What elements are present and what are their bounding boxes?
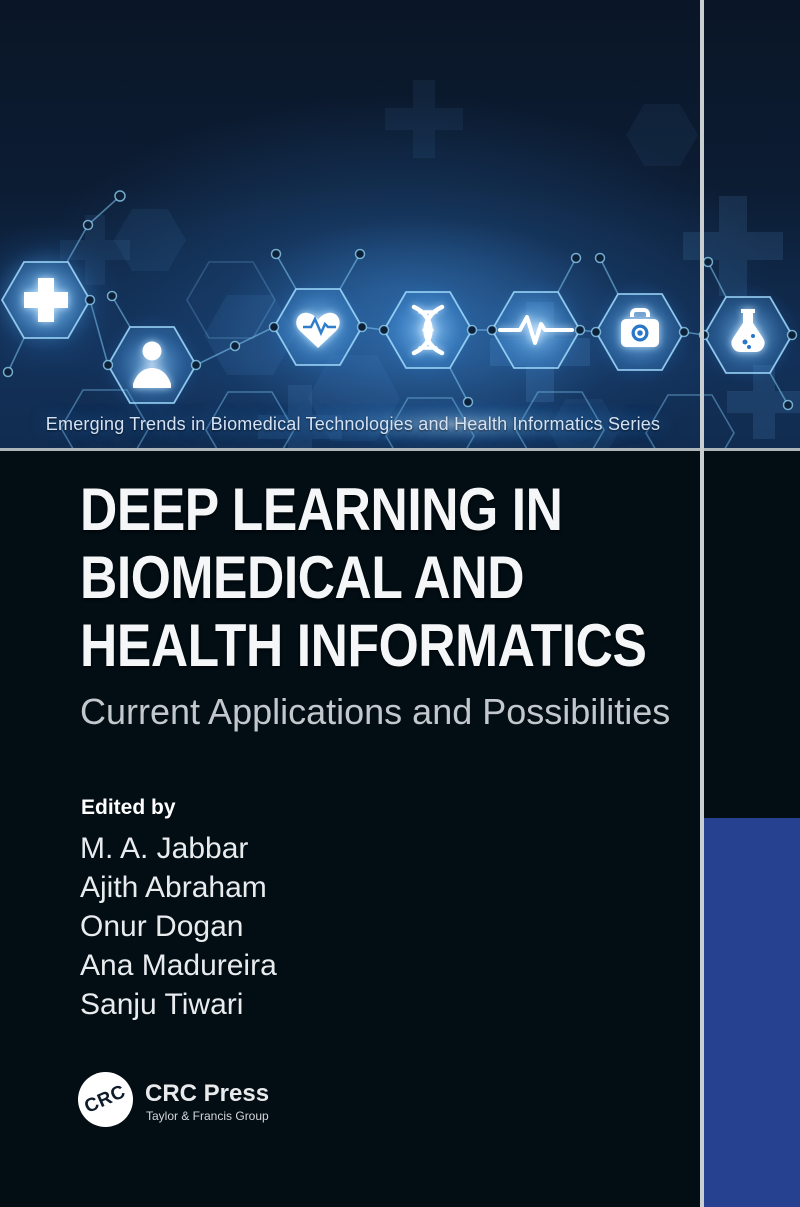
ecg-pulse-icon — [482, 276, 590, 384]
spine-accent-rectangle — [704, 818, 800, 1207]
editor-name: Ajith Abraham — [80, 871, 267, 904]
publisher-name: CRC Press — [145, 1080, 270, 1107]
patient-icon — [100, 313, 204, 417]
crc-logo-monogram: CRC — [81, 1080, 130, 1118]
book-title — [80, 476, 646, 680]
lab-flask-icon — [696, 283, 800, 387]
editor-name: Onur Dogan — [80, 910, 244, 943]
horizontal-divider-line — [0, 448, 800, 451]
book-subtitle: Current Applications and Possibilities — [80, 691, 671, 732]
publisher-group: Taylor & Francis Group — [146, 1109, 269, 1123]
vertical-divider-line — [700, 0, 704, 1207]
editor-names-list — [80, 829, 277, 1024]
crc-logo-circle — [78, 1072, 133, 1127]
hero-artwork-band — [0, 0, 800, 448]
book-title-line-1: DEEP LEARNING IN — [80, 476, 563, 543]
first-aid-bag-icon — [586, 278, 694, 386]
edited-by-label: Edited by — [81, 796, 176, 819]
dna-icon — [374, 276, 482, 384]
editor-name: Sanju Tiwari — [80, 988, 244, 1021]
book-title-line-3: HEALTH INFORMATICS — [80, 612, 647, 679]
editor-name: M. A. Jabbar — [80, 832, 249, 865]
editor-name: Ana Madureira — [80, 949, 277, 982]
book-title-line-2: BIOMEDICAL AND — [80, 544, 525, 611]
biomedical-network-graphic — [0, 0, 800, 448]
heart-pulse-icon — [264, 273, 372, 381]
series-title: Emerging Trends in Biomedical Technologies and Health Informatics Series — [45, 414, 661, 434]
